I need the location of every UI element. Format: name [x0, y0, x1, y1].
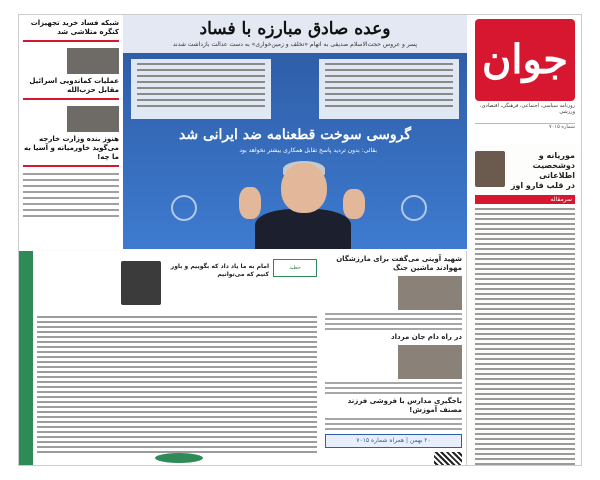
left-item-3[interactable]: [23, 106, 119, 167]
right-column-body: [475, 208, 575, 466]
decorative-ornament: [155, 453, 203, 463]
iaea-logo-icon: [171, 195, 197, 221]
article-photo: [398, 345, 462, 379]
columnist-portrait: [475, 151, 505, 187]
left-headline-1: شبکه فساد خرید تجهیزات کنگره متلاشی شد: [30, 19, 119, 36]
hero-photo: [247, 163, 357, 249]
masthead: [469, 15, 581, 145]
right-column: [469, 147, 581, 466]
left-headline-2: عملیات کماندویی اسرائیل مقابل حزب‌الله: [29, 77, 119, 94]
secondary-headline[interactable]: گروسی سوخت قطعنامه ضد ایرانی شد: [179, 127, 411, 143]
left-headline-3: هنوز بنده وزارت خارجه می‌گوید خاورمیانه و آسیا به ما چه!: [23, 135, 119, 161]
section-label-box: خطبه: [273, 259, 317, 277]
bottom-headline-2[interactable]: در راه دام جان مرداد: [391, 333, 462, 341]
masthead-dateline: شماره ۷۰۱۵: [475, 123, 575, 139]
qr-code-icon[interactable]: [434, 452, 462, 466]
left-news-list: [23, 173, 119, 217]
bottom-headline-3[interactable]: باجگیری مدارس با فروشی فرزند مصنف آموزش!: [347, 397, 462, 414]
secondary-subhead: بقائی: بدون تردید پاسخ تقابل همکاری بیشتر نخواهد بود: [239, 147, 377, 154]
bottom-middle-column: [321, 251, 467, 466]
newspaper-logo: جوان: [475, 19, 575, 101]
bottom-headline-1[interactable]: شهید آوینی می‌گفت برای مارزشگان مهوادند ماشین جنگ: [336, 255, 462, 272]
masthead-subline: روزنامه سیاسی، اجتماعی، فرهنگی، اقتصادی، ورزشی: [480, 103, 575, 115]
hero-text-box-right: [319, 59, 459, 119]
right-headline-2[interactable]: در قلب فارو اوز: [510, 181, 575, 190]
editorial-body: [37, 313, 317, 453]
iaea-logo-icon: [401, 195, 427, 221]
left-thumbnail: [67, 106, 119, 132]
editorial-section: [19, 251, 323, 466]
left-item-2[interactable]: [23, 48, 119, 100]
hero-text-box-left: [131, 59, 271, 119]
issue-callout: ۲۰ بهمن | همراه شماره ۷۰۱۵: [325, 434, 462, 448]
main-headline[interactable]: وعده صادق مبارزه با فساد: [199, 19, 391, 39]
hero-section: [123, 15, 467, 249]
article-photo: [398, 276, 462, 310]
main-lead: پسر و عروس حجت‌الاسلام صدیقی به اتهام «تخلف و زمین‌خواری» به دست عدالت بازداشت شدند: [172, 41, 418, 48]
right-headline-1[interactable]: موریانه و دوشخصیت اطلاعاتی: [532, 151, 575, 180]
leader-portrait: [121, 261, 161, 305]
editorial-quote[interactable]: امام به ما یاد داد که بگوییم و باور کنیم که می‌توانیم: [170, 263, 269, 278]
green-side-band: [19, 251, 33, 466]
newspaper-page: [18, 14, 582, 466]
left-thumbnail: [67, 48, 119, 74]
section-tag-bar: سرمقاله: [475, 195, 575, 204]
left-column: [19, 15, 123, 249]
left-item-1[interactable]: [23, 19, 119, 42]
